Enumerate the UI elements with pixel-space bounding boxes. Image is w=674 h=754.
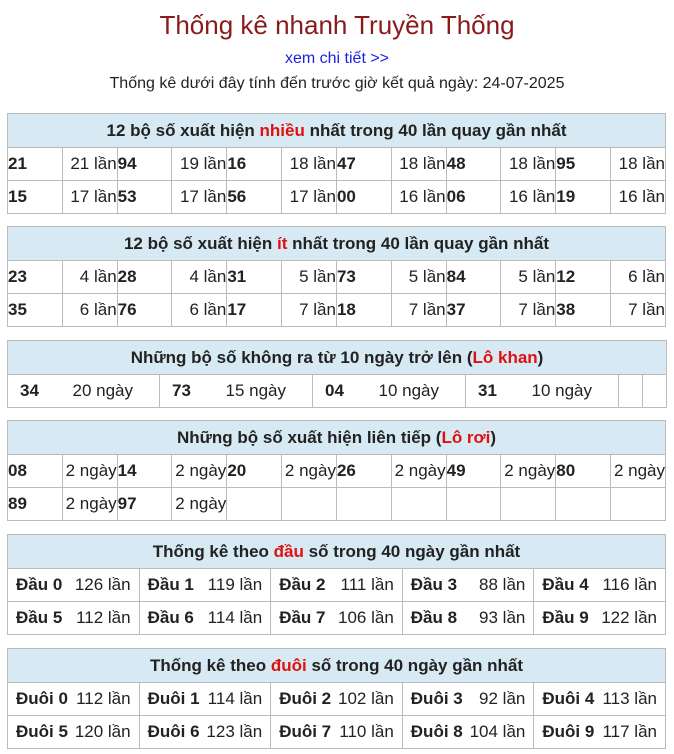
count-cell: 18 lần <box>611 148 666 181</box>
number-cell: 20 <box>227 455 282 488</box>
number-cell: 31 <box>227 261 282 294</box>
stat-value: 120 lần <box>74 722 131 741</box>
stat-value: 114 lần <box>207 689 263 708</box>
number-cell: 47 <box>336 148 391 181</box>
count-cell: 4 lần <box>172 261 227 294</box>
number-cell <box>556 488 611 521</box>
stat-cell <box>139 716 271 749</box>
stat-cell <box>139 569 271 602</box>
count-cell: 2 ngày <box>391 455 446 488</box>
stat-cell <box>139 602 271 635</box>
stat-cell <box>534 716 666 749</box>
count-cell: 2 ngày <box>62 455 117 488</box>
count-cell: 17 lần <box>172 181 227 214</box>
lo-khan-cell <box>466 375 619 408</box>
number-cell: 89 <box>8 488 63 521</box>
stat-value: 112 lần <box>76 689 131 708</box>
count-cell: 5 lần <box>501 261 556 294</box>
count-cell: 18 lần <box>391 148 446 181</box>
number-cell <box>446 488 501 521</box>
dau-header: Thống kê theo đầu số trong 40 ngày gần nhất <box>8 535 666 569</box>
stat-value: 117 lần <box>602 722 657 741</box>
table-row <box>8 294 666 327</box>
page-title: Thống kê nhanh Truyền Thống <box>159 10 515 40</box>
stat-value: 111 lần <box>340 575 394 594</box>
stat-label: Đầu 1 <box>147 575 194 594</box>
stat-value: 122 lần <box>601 608 657 627</box>
number-cell <box>227 488 282 521</box>
number-cell: 14 <box>117 455 172 488</box>
stat-cell <box>8 569 140 602</box>
number-cell: 35 <box>8 294 63 327</box>
count-cell: 5 lần <box>391 261 446 294</box>
number-cell: 34 <box>20 381 39 400</box>
stat-label: Đuôi 1 <box>147 689 200 708</box>
number-cell: 76 <box>117 294 172 327</box>
stat-cell <box>271 569 403 602</box>
stat-value: 106 lần <box>338 608 394 627</box>
table-row <box>8 181 666 214</box>
count-cell: 17 lần <box>62 181 117 214</box>
count-cell: 7 lần <box>501 294 556 327</box>
stat-cell <box>534 602 666 635</box>
stat-label: Đuôi 4 <box>542 689 595 708</box>
count-cell <box>501 488 556 521</box>
duoi-table <box>7 648 666 749</box>
table-row <box>8 569 666 602</box>
stat-label: Đầu 8 <box>410 608 458 627</box>
stat-label: Đầu 5 <box>16 608 63 627</box>
stat-label: Đuôi 5 <box>16 722 68 741</box>
lo-roi-header: Những bộ số xuất hiện liên tiếp (Lô rơi) <box>8 421 666 455</box>
count-cell: 16 lần <box>611 181 666 214</box>
empty-cell <box>619 375 643 408</box>
stat-label: Đuôi 8 <box>410 722 463 741</box>
count-cell: 18 lần <box>282 148 337 181</box>
stat-cell <box>139 683 271 716</box>
stat-value: 119 lần <box>207 575 263 594</box>
lo-khan-cell <box>8 375 160 408</box>
table-row <box>8 488 666 521</box>
lo-roi-body <box>8 455 666 521</box>
stat-cell <box>8 602 140 635</box>
empty-cell <box>643 375 667 408</box>
number-cell: 49 <box>446 455 501 488</box>
number-cell: 06 <box>446 181 501 214</box>
stat-value: 123 lần <box>206 722 263 741</box>
most-frequent-body <box>8 148 666 214</box>
number-cell: 94 <box>117 148 172 181</box>
number-cell: 53 <box>117 181 172 214</box>
dau-body <box>8 569 666 635</box>
stat-label: Đầu 0 <box>16 575 63 594</box>
count-cell: 6 lần <box>611 261 666 294</box>
count-cell: 2 ngày <box>172 455 227 488</box>
stat-value: 110 lần <box>339 722 394 741</box>
lo-khan-cell <box>160 375 313 408</box>
count-cell: 16 lần <box>501 181 556 214</box>
table-row <box>8 148 666 181</box>
stat-value: 113 lần <box>602 689 657 708</box>
table-row <box>8 455 666 488</box>
count-cell: 16 lần <box>391 181 446 214</box>
count-cell: 6 lần <box>172 294 227 327</box>
number-cell: 95 <box>556 148 611 181</box>
number-cell: 73 <box>172 381 191 400</box>
count-cell: 7 lần <box>611 294 666 327</box>
duoi-body <box>8 683 666 749</box>
stat-value: 92 lần <box>479 689 526 708</box>
stat-label: Đầu 2 <box>279 575 326 594</box>
days-cell: 15 ngày <box>225 381 286 400</box>
count-cell <box>391 488 446 521</box>
number-cell: 56 <box>227 181 282 214</box>
lo-khan-header: Những bộ số không ra từ 10 ngày trở lên (Lô khan) <box>8 341 667 375</box>
number-cell: 31 <box>478 381 497 400</box>
days-cell: 20 ngày <box>72 381 133 400</box>
count-cell: 18 lần <box>501 148 556 181</box>
stat-cell <box>402 569 534 602</box>
count-cell <box>282 488 337 521</box>
stat-cell <box>534 569 666 602</box>
page-subtitle: Thống kê dưới đây tính đến trước giờ kết quả ngày: 24-07-2025 <box>109 75 565 92</box>
stat-cell <box>402 683 534 716</box>
least-frequent-body <box>8 261 666 327</box>
stat-cell <box>402 716 534 749</box>
number-cell: 37 <box>446 294 501 327</box>
count-cell <box>611 488 666 521</box>
number-cell: 18 <box>336 294 391 327</box>
duoi-header: Thống kê theo đuôi số trong 40 ngày gần nhất <box>8 649 666 683</box>
stat-cell <box>271 602 403 635</box>
stat-value: 104 lần <box>469 722 526 741</box>
count-cell: 17 lần <box>282 181 337 214</box>
number-cell: 73 <box>336 261 391 294</box>
number-cell: 84 <box>446 261 501 294</box>
detail-link[interactable]: xem chi tiết >> <box>284 50 390 67</box>
table-row <box>8 375 667 408</box>
stat-cell <box>8 716 140 749</box>
number-cell: 23 <box>8 261 63 294</box>
stat-cell <box>402 602 534 635</box>
stat-value: 88 lần <box>479 575 526 594</box>
stat-cell <box>8 683 140 716</box>
stat-cell <box>534 683 666 716</box>
lo-roi-table <box>7 420 666 521</box>
least-frequent-table <box>7 226 666 327</box>
number-cell: 12 <box>556 261 611 294</box>
count-cell: 7 lần <box>282 294 337 327</box>
stat-value: 102 lần <box>338 689 394 708</box>
most-frequent-table <box>7 113 666 214</box>
stat-label: Đuôi 3 <box>410 689 463 708</box>
number-cell: 15 <box>8 181 63 214</box>
stat-label: Đầu 3 <box>410 575 458 594</box>
stat-label: Đuôi 7 <box>279 722 332 741</box>
count-cell: 2 ngày <box>62 488 117 521</box>
number-cell: 80 <box>556 455 611 488</box>
stat-cell <box>271 683 403 716</box>
days-cell: 10 ngày <box>531 381 592 400</box>
least-frequent-header: 12 bộ số xuất hiện ít nhất trong 40 lần quay gần nhất <box>8 227 666 261</box>
stat-label: Đuôi 0 <box>16 689 68 708</box>
table-row <box>8 602 666 635</box>
number-cell: 28 <box>117 261 172 294</box>
table-row <box>8 716 666 749</box>
number-cell: 48 <box>446 148 501 181</box>
dau-table <box>7 534 666 635</box>
stat-label: Đầu 7 <box>279 608 326 627</box>
lo-khan-table <box>7 340 667 408</box>
stat-label: Đầu 4 <box>542 575 589 594</box>
stat-label: Đuôi 6 <box>147 722 200 741</box>
stat-value: 126 lần <box>74 575 131 594</box>
lo-khan-cell <box>313 375 466 408</box>
days-cell: 10 ngày <box>378 381 439 400</box>
count-cell: 2 ngày <box>282 455 337 488</box>
number-cell: 97 <box>117 488 172 521</box>
lo-khan-body <box>8 375 667 408</box>
number-cell: 17 <box>227 294 282 327</box>
count-cell: 19 lần <box>172 148 227 181</box>
number-cell: 08 <box>8 455 63 488</box>
number-cell <box>336 488 391 521</box>
stat-value: 114 lần <box>207 608 263 627</box>
stat-label: Đầu 6 <box>147 608 194 627</box>
number-cell: 19 <box>556 181 611 214</box>
table-row <box>8 683 666 716</box>
most-frequent-header: 12 bộ số xuất hiện nhiều nhất trong 40 lần quay gần nhất <box>8 114 666 148</box>
count-cell: 21 lần <box>62 148 117 181</box>
count-cell: 6 lần <box>62 294 117 327</box>
stat-value: 112 lần <box>76 608 131 627</box>
stat-value: 116 lần <box>602 575 657 594</box>
count-cell: 2 ngày <box>611 455 666 488</box>
number-cell: 21 <box>8 148 63 181</box>
stat-cell <box>271 716 403 749</box>
stat-label: Đuôi 9 <box>542 722 595 741</box>
number-cell: 00 <box>336 181 391 214</box>
number-cell: 04 <box>325 381 344 400</box>
number-cell: 16 <box>227 148 282 181</box>
number-cell: 26 <box>336 455 391 488</box>
count-cell: 2 ngày <box>172 488 227 521</box>
count-cell: 5 lần <box>282 261 337 294</box>
table-row <box>8 261 666 294</box>
number-cell: 38 <box>556 294 611 327</box>
stat-label: Đuôi 2 <box>279 689 332 708</box>
count-cell: 4 lần <box>62 261 117 294</box>
stat-value: 93 lần <box>479 608 526 627</box>
count-cell: 2 ngày <box>501 455 556 488</box>
stat-label: Đầu 9 <box>542 608 589 627</box>
count-cell: 7 lần <box>391 294 446 327</box>
